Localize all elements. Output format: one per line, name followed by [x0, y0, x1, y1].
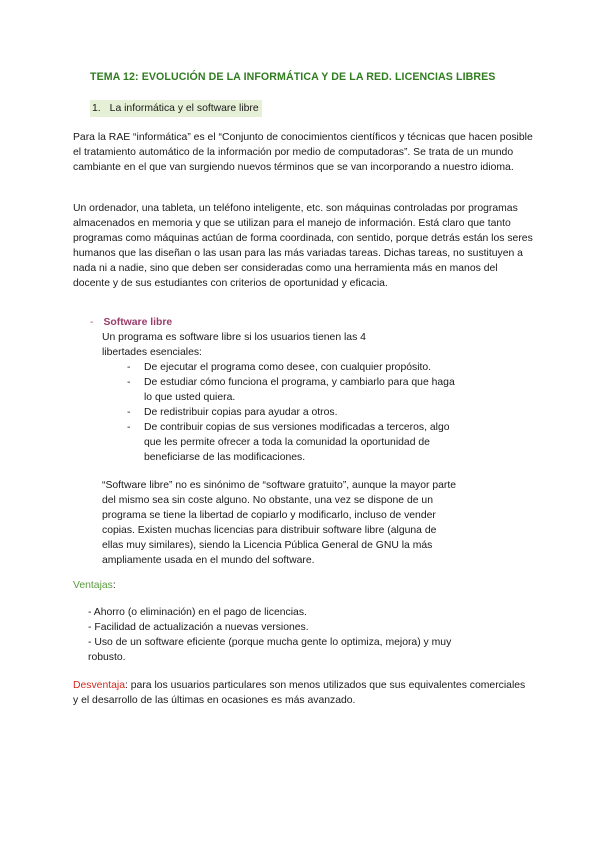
ventajas-label: Ventajas — [73, 580, 113, 591]
freedom-item: - De ejecutar el programa como desee, con cualquier propósito. — [127, 360, 467, 375]
software-libre-heading — [90, 315, 172, 330]
bullet-dash: - — [90, 317, 94, 328]
ventajas-heading — [73, 578, 116, 593]
freedom-item: - De estudiar cómo funciona el programa, y cambiarlo para que haga lo que usted quiera. — [127, 375, 457, 405]
desventaja-label: Desventaja — [73, 680, 125, 691]
document-title: TEMA 12: EVOLUCIÓN DE LA INFORMÁTICA Y DE LA RED. LICENCIAS LIBRES — [90, 71, 496, 83]
desventaja-text: : para los usuarios particulares son menos utilizados que sus equivalentes comerciales y el desarrollo de las últimas en ocasiones es más avanzado. — [73, 680, 526, 706]
ventaja-item — [88, 635, 488, 665]
software-libre-note: “Software libre” no es sinónimo de “software gratuito”, aunque la mayor parte del mismo sea sin coste alguno. No obstante, una vez se dispone de un programa se tiene la libertad de copiarlo y modificarlo, incluso de vender copias. Existen muchas licencias para distribuir software libre (alguna de ellas muy similares), siendo la Licencia Pública General de GNU la más ampliamente usada en el mundo del software. — [102, 480, 457, 566]
software-libre-label: Software libre — [103, 317, 173, 328]
software-libre-intro: Un programa es software libre si los usuarios tienen las 4 libertades esenciales: — [102, 332, 366, 358]
ventajas-colon: : — [112, 580, 116, 591]
paragraph-rae-definition: Para la RAE “informática” es el “Conjunto de conocimientos científicos y técnicas que hacen posible el tratamiento automático de la información por medio de computadoras”. Se trata de un mundo cambiante en el que van surgiendo nuevos términos que se van incorporando a nuestro idioma. — [73, 132, 533, 173]
section-label: La informática y el software libre — [109, 103, 259, 114]
ventaja-item: - Ahorro (o eliminación) en el pago de licencias. — [88, 607, 307, 618]
paragraph-machines: Un ordenador, una tableta, un teléfono inteligente, etc. son máquinas controladas por programas almacenados en memoria y que se utilizan para el manejo de información. Está claro que tanto programas como máquinas actúan de forma coordinada, con sentido, porque detrás están los seres humanos que las diseñan o las usan para las más variadas tareas. Dichas tareas, no sustituyen a nada ni a nadie, sino que deben ser consideradas como una herramienta más en manos del docente y de sus estudiantes con criterios de oportunidad y eficacia. — [73, 203, 533, 289]
freedom-text: De ejecutar el programa como desee, con cualquier propósito. — [144, 362, 432, 373]
freedom-item: - De contribuir copias de sus versiones modificadas a terceros, algo que les permite ofrecer a toda la comunidad la oportunidad de beneficiarse de las modificaciones. — [127, 420, 462, 465]
freedom-item: - De redistribuir copias para ayudar a otros. — [127, 405, 467, 420]
ventaja-text: - Uso de un software eficiente (porque mucha gente lo optimiza, mejora) y muy robusto. — [88, 637, 452, 663]
freedom-text: De contribuir copias de sus versiones modificadas a terceros, algo que les permite ofrecer a toda la comunidad la oportunidad de beneficiarse de las modificaciones. — [144, 422, 450, 463]
freedom-text: De estudiar cómo funciona el programa, y cambiarlo para que haga lo que usted quiera. — [144, 377, 455, 403]
freedom-text: De redistribuir copias para ayudar a otros. — [144, 407, 338, 418]
section-number: 1. — [92, 103, 101, 114]
section-heading — [90, 100, 262, 117]
ventaja-item: - Facilidad de actualización a nuevas versiones. — [88, 622, 309, 633]
desventaja-paragraph — [73, 678, 533, 708]
